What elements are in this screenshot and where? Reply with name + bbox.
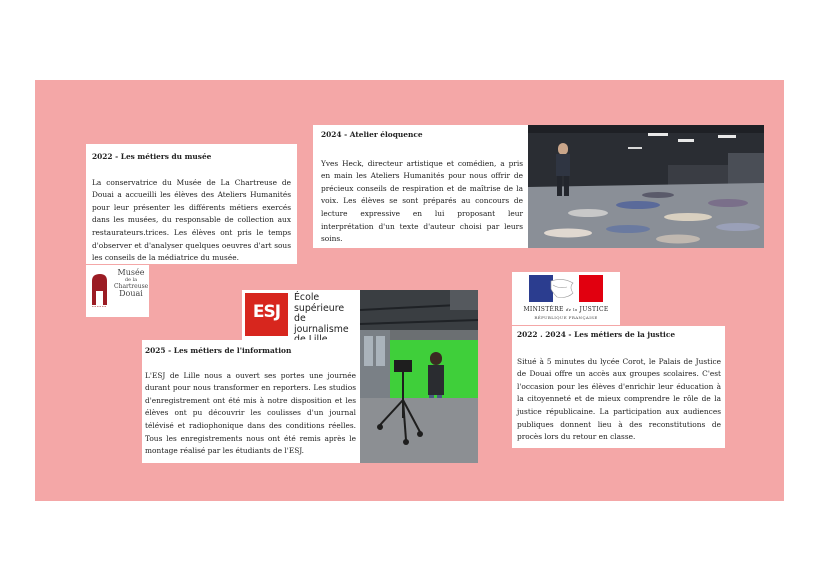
musee-logo-mark [90, 271, 110, 307]
card-title: 2022 . 2024 - Les métiers de la justice [517, 330, 676, 339]
musee-logo-text: Chartreuse [114, 283, 149, 290]
ministere-text: MINISTÈRE [523, 306, 564, 313]
musee-chartreuse-logo [86, 265, 149, 317]
card-eloquence [313, 125, 528, 248]
card-musee [86, 144, 297, 264]
esj-logo-text: École [294, 292, 320, 303]
atelier-eloquence-photo [528, 125, 764, 248]
esj-logo-text: supérieure [294, 302, 345, 314]
esj-studio-photo [360, 290, 478, 463]
ministere-justice-logo [512, 272, 620, 325]
musee-logo-text: Musée [117, 268, 145, 277]
card-body: Yves Heck, directeur artistique et comédien, a pris en main les Ateliers Humanités pour nous offrir de précieux conseils de respiration et de maîtrise de la voix. Les élèves se sont préparés au concours de lecture expressive en lui proposant leur interprétation d'un texte d'auteur choisi par leurs soins. [321, 158, 523, 244]
card-title: 2024 - Atelier éloquence [321, 130, 423, 139]
esj-logo-text: de journalisme [294, 313, 349, 335]
card-body: L'ESJ de Lille nous a ouvert ses portes une journée durant pour nous transformer en reporters. Les studios d'enregistrement ont été mis à notre disposition et les élèves ont pu découvrir les coulisses d'un journal télévisé et radiophonique dans des conditions réelles. Tous les enregistrements nous ont été remis après le montage réalisé par les étudiants de l'ESJ. [145, 370, 356, 456]
card-body: Situé à 5 minutes du lycée Corot, le Palais de Justice de Douai offre un accès aux groupes scolaires. C'est l'occasion pour les élèves d'enrichir leur éducation à la citoyenneté et de mieux comprendre le rôle de la justice républicaine. La participation aux audiences publiques donnent lieu à des reconstitutions de procès lors du retour en classe. [517, 356, 721, 442]
card-title: 2022 - Les métiers du musée [92, 152, 212, 161]
card-information [142, 340, 360, 463]
esj-mark-text: ESJ [252, 302, 281, 322]
musee-logo-text: Douai [119, 289, 143, 298]
esj-logo-mark [245, 293, 288, 336]
photo-illustration [360, 290, 478, 463]
card-justice [512, 326, 725, 448]
musee-logo-text: de la [124, 277, 138, 283]
ministere-text: de la [565, 307, 578, 312]
esj-lille-logo [242, 290, 360, 340]
ministere-title [512, 306, 620, 313]
ministere-text: JUSTICE [579, 306, 609, 313]
card-body: La conservatrice du Musée de La Chartreuse de Douai a accueilli les élèves des Ateliers Humanités pour leur présenter les différents métiers exercés dans les musées, du responsable de collection aux restaurateurs.trices. Les élèves ont pris le temps d'observer et d'analyser quelques oeuvres d'art sous les conseils de la médiatrice du musée. [92, 177, 291, 263]
republique-text: RÉPUBLIQUE FRANÇAISE [534, 315, 598, 320]
marianne-icon [529, 275, 603, 302]
card-title: 2025 - Les métiers de l'information [145, 346, 292, 355]
photo-illustration [528, 125, 764, 248]
